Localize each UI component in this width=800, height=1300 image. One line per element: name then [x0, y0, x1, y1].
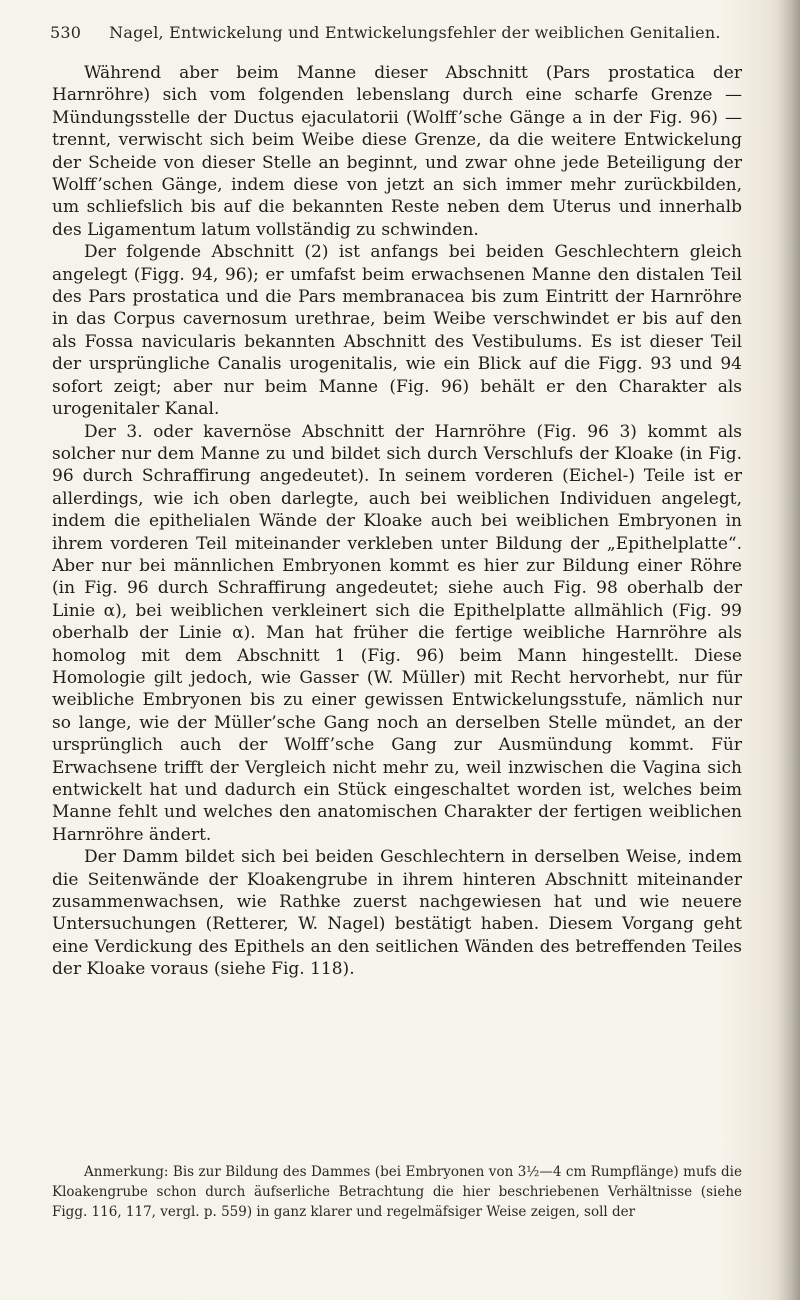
paragraph-2: Der folgende Abschnitt (2) ist anfangs bei beiden Geschlechtern gleich angelegt (Figg. 94, 96); er umfafst beim erwachsenen Manne den distalen Teil des Pars prostatica und die Pars membranacea bis zum Eintritt der Harnröhre in das Corpus cavernosum urethrae, beim Weibe verschwindet er bis auf den als Fossa navicularis bekannten Abschnitt des Vestibulums. Es ist dieser Teil der ursprüngliche Canalis urogenitalis, wie ein Blick auf die Figg. 93 und 94 sofort zeigt; aber nur beim Manne (Fig. 96) behält er den Charakter als urogenitaler Kanal. — [52, 242, 742, 420]
footnote-text: Anmerkung: Bis zur Bildung des Dammes (bei Embryonen von 3½—4 cm Rumpflänge) mufs die Kloakengrube schon durch äufserliche Betrachtung die hier beschriebenen Verhältnisse (siehe Figg. 116, 117, vergl. p. 559) in ganz klarer und regelmäfsiger Weise zeigen, soll der — [52, 1164, 742, 1220]
running-header — [50, 18, 740, 48]
page-edge-shadow — [778, 0, 800, 1300]
paragraph-4: Der Damm bildet sich bei beiden Geschlechtern in derselben Weise, indem die Seitenwände der Kloakengrube in ihrem hinteren Abschnitt miteinander zusammenwachsen, wie Rathke zuerst nachgewiesen hat und wie neuere Untersuchungen (Retterer, W. Nagel) bestätigt haben. Diesem Vorgang geht eine Verdickung des Epithels an den seitlichen Wänden des betreffenden Teiles der Kloake voraus (siehe Fig. 118). — [52, 847, 742, 980]
running-title: Nagel, Entwickelung und Entwickelungsfehler der weiblichen Genitalien. — [109, 23, 721, 42]
page-number: 530 — [50, 23, 82, 42]
paragraph-3: Der 3. oder kavernöse Abschnitt der Harnröhre (Fig. 96 3) kommt als solcher nur dem Manne zu und bildet sich durch Verschlufs der Kloake (in Fig. 96 durch Schraffirung angedeutet). In seinem vorderen (Eichel-) Teile ist er allerdings, wie ich oben darlegte, auch bei weiblichen Individuen angelegt, indem die epithelialen Wände der Kloake auch bei weiblichen Embryonen in ihrem vorderen Teil miteinander verkleben unter Bildung der „Epithelplatte“. Aber nur bei männlichen Embryonen kommt es hier zur Bildung einer Röhre (in Fig. 96 durch Schraffirung angedeutet; siehe auch Fig. 98 oberhalb der Linie α), bei weiblichen verkleinert sich die Epithelplatte allmählich (Fig. 99 oberhalb der Linie α). Man hat früher die fertige weibliche Harnröhre als homolog mit dem Abschnitt 1 (Fig. 96) beim Mann hingestellt. Diese Homologie gilt jedoch, wie Gasser (W. Müller) mit Recht hervorhebt, nur für weibliche Embryonen bis zu einer gewissen Entwickelungsstufe, nämlich nur so lange, wie der Müller’sche Gang noch an derselben Stelle mündet, an der ursprünglich auch der Wolff’sche Gang zur Ausmündung kommt. Für Erwachsene trifft der Vergleich nicht mehr zu, weil inzwischen die Vagina sich entwickelt hat und dadurch ein Stück eingeschaltet worden ist, welches beim Manne fehlt und welches den anatomischen Charakter der fertigen weiblichen Harnröhre ändert. — [52, 421, 742, 845]
paragraph-1: Während aber beim Manne dieser Abschnitt (Pars prostatica der Harnröhre) sich vom folgenden lebenslang durch eine scharfe Grenze — Mündungsstelle der Ductus ejaculatorii (Wolff’sche Gänge a in der Fig. 96) — trennt, verwischt sich beim Weibe diese Grenze, da die weitere Entwickelung der Scheide von dieser Stelle an beginnt, und zwar ohne jede Beteiligung der Wolff’schen Gänge, indem diese von jetzt an sich immer mehr zurückbilden, um schliefslich bis auf die bekannten Reste neben dem Uterus und innerhalb des Ligamentum latum vollständig zu schwinden. — [52, 63, 742, 240]
body-text — [52, 62, 742, 981]
footnote — [52, 1162, 742, 1222]
